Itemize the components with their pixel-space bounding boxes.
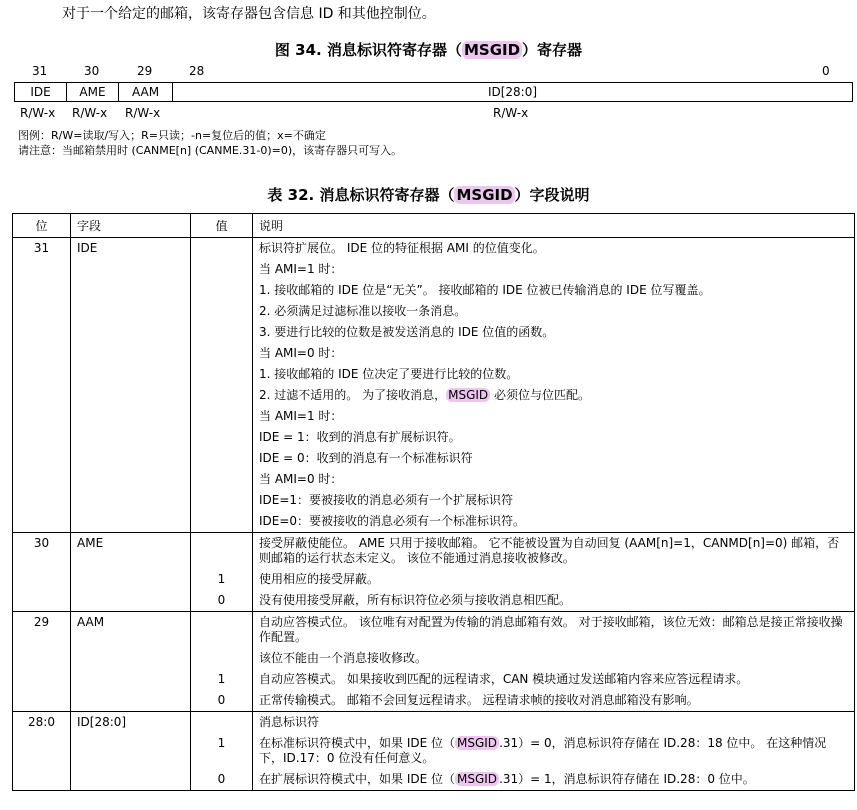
table-row [13,427,855,448]
register-field-ide: IDE [15,83,67,101]
desc-cell: IDE=1：要被接收的消息必须有一个扩展标识符 [253,490,855,511]
table-row [13,733,855,769]
desc-cell: 正常传输模式。 邮箱不会回复远程请求。 远程请求帧的接收对消息邮箱没有影响。 [253,690,855,712]
highlight-msgid: MSGID [463,41,521,59]
table-row [13,280,855,301]
table-row [13,406,855,427]
value-cell: 1 [191,569,253,590]
value-cell [191,238,253,260]
bit-cell [13,364,71,385]
intro-text: 对于一个给定的邮箱，该寄存器包含信息 ID 和其他控制位。 [62,6,436,22]
field-cell: AAM [71,612,191,649]
table-row [13,259,855,280]
bit-cell: 28:0 [13,712,71,734]
desc-cell: 2. 过滤不适用的。 为了接收消息， MSGID 必须位与位匹配。 [253,385,855,406]
field-cell [71,490,191,511]
desc-cell: 当 AMI=0 时： [253,469,855,490]
desc-cell: 1. 接收邮箱的 IDE 位决定了要进行比较的位数。 [253,364,855,385]
table-header-row [13,214,855,238]
access-type: R/W-x [72,106,108,120]
header-bit: 位 [13,214,71,238]
bit-cell [13,301,71,322]
desc-cell: IDE = 0：收到的消息有一个标准标识符 [253,448,855,469]
desc-cell: 标识符扩展位。 IDE 位的特征根据 AMI 的位值变化。 [253,238,855,260]
register-field-aam: AAM [119,83,173,101]
desc-cell: 1. 接收邮箱的 IDE 位是“无关”。 接收邮箱的 IDE 位被已传输消息的 IDE 位写覆盖。 [253,280,855,301]
table-row [13,238,855,260]
bit-cell: 30 [13,533,71,570]
bit-cell [13,648,71,669]
value-cell [191,448,253,469]
field-cell [71,669,191,690]
field-cell [71,301,191,322]
bit-cell [13,427,71,448]
highlight-msgid: MSGID [457,736,498,750]
access-type: R/W-x [20,106,56,120]
register-field-ame: AME [67,83,119,101]
field-cell [71,469,191,490]
field-cell [71,385,191,406]
value-cell: 1 [191,669,253,690]
field-cell [71,343,191,364]
bit-cell [13,322,71,343]
value-cell [191,712,253,734]
highlight-msgid: MSGID [457,772,498,786]
desc-cell: 在标准标识符模式中，如果 IDE 位（ MSGID .31）= 0，消息标识符存储在 ID.28：18 位中。 在这种情况下，ID.17：0 位没有任何意义。 [253,733,855,769]
register-diagram [14,82,853,102]
desc-cell: 自动应答模式。 如果接收到匹配的远程请求，CAN 模块通过发送邮箱内容来应答远程请求。 [253,669,855,690]
bit-cell [13,259,71,280]
desc-cell: 该位不能由一个消息接收修改。 [253,648,855,669]
value-cell: 1 [191,733,253,769]
bit-cell [13,769,71,791]
bit-cell [13,690,71,712]
table-row [13,343,855,364]
legend-text: 图例：R/W=读取/写入；R=只读；-n=复位后的值；x=不确定 [18,129,326,142]
field-cell [71,427,191,448]
desc-cell: IDE = 1：收到的消息有扩展标识符。 [253,427,855,448]
field-cell [71,322,191,343]
header-desc: 说明 [253,214,855,238]
value-cell: 0 [191,690,253,712]
table-row [13,385,855,406]
value-cell [191,364,253,385]
table-row [13,448,855,469]
value-cell [191,648,253,669]
bit-number: 29 [137,64,153,78]
table-row [13,322,855,343]
bit-cell [13,733,71,769]
bit-number: 28 [189,64,205,78]
access-type: R/W-x [125,106,161,120]
value-cell [191,427,253,448]
field-cell [71,733,191,769]
value-cell [191,385,253,406]
bit-cell [13,590,71,612]
field-cell [71,259,191,280]
table-row [13,511,855,533]
value-cell [191,612,253,649]
field-cell [71,690,191,712]
table-row [13,533,855,570]
table-row [13,712,855,734]
bit-number: 31 [32,64,48,78]
field-cell: IDE [71,238,191,260]
table-row [13,590,855,612]
desc-cell: 2. 必须满足过滤标准以接收一条消息。 [253,301,855,322]
highlight-msgid: MSGID [448,388,489,402]
table-row [13,301,855,322]
highlight-msgid: MSGID [456,186,513,204]
table-row [13,490,855,511]
table-row [13,364,855,385]
note-text: 请注意：当邮箱禁用时 (CANME[n] (CANME.31-0)=0)，该寄存器只可写入。 [18,144,403,157]
value-cell [191,511,253,533]
field-cell: AME [71,533,191,570]
bit-cell [13,490,71,511]
field-cell [71,364,191,385]
field-cell [71,590,191,612]
desc-cell: 当 AMI=0 时： [253,343,855,364]
table-row [13,612,855,649]
field-cell [71,406,191,427]
bit-cell [13,385,71,406]
bit-number: 0 [822,64,830,78]
value-cell [191,406,253,427]
bit-cell [13,448,71,469]
table-row [13,669,855,690]
desc-cell: 当 AMI=1 时： [253,406,855,427]
value-cell [191,533,253,570]
table-row [13,648,855,669]
desc-cell: 3. 要进行比较的位数是被发送消息的 IDE 位值的函数。 [253,322,855,343]
register-field-id: ID[28:0] [487,85,538,99]
bit-cell [13,280,71,301]
field-cell: ID[28:0] [71,712,191,734]
value-cell [191,490,253,511]
field-cell [71,280,191,301]
bit-cell: 31 [13,238,71,260]
access-type: R/W-x [493,106,529,120]
table-row [13,690,855,712]
header-value: 值 [191,214,253,238]
value-cell [191,343,253,364]
desc-cell: 使用相应的接受屏蔽。 [253,569,855,590]
field-cell [71,448,191,469]
table-title: 表 32. 消息标识符寄存器（ MSGID ）字段说明 [267,186,590,204]
value-cell: 0 [191,769,253,791]
field-cell [71,648,191,669]
desc-cell: IDE=0：要被接收的消息必须有一个标准标识符。 [253,511,855,533]
desc-cell: 没有使用接受屏蔽，所有标识符位必须与接收消息相匹配。 [253,590,855,612]
desc-cell: 在扩展标识符模式中，如果 IDE 位（ MSGID .31）= 1，消息标识符存储在 ID.28：0 位中。 [253,769,855,791]
header-field: 字段 [71,214,191,238]
desc-cell: 消息标识符 [253,712,855,734]
table-row [13,769,855,791]
field-cell [71,769,191,791]
desc-cell: 自动应答模式位。 该位唯有对配置为传输的消息邮箱有效。 对于接收邮箱，该位无效：邮箱总是接正常接收操作配置。 [253,612,855,649]
field-description-table [12,213,855,791]
bit-cell [13,669,71,690]
value-cell [191,280,253,301]
field-cell [71,511,191,533]
value-cell: 0 [191,590,253,612]
bit-cell [13,469,71,490]
desc-cell: 当 AMI=1 时： [253,259,855,280]
value-cell [191,259,253,280]
value-cell [191,469,253,490]
bit-cell [13,569,71,590]
bit-cell [13,511,71,533]
table-row [13,569,855,590]
bit-cell [13,343,71,364]
field-cell [71,569,191,590]
bit-cell [13,406,71,427]
bit-cell: 29 [13,612,71,649]
figure-title: 图 34. 消息标识符寄存器（ MSGID ）寄存器 [274,41,583,59]
value-cell [191,322,253,343]
table-row [13,469,855,490]
bit-number: 30 [84,64,100,78]
desc-cell: 接受屏蔽使能位。 AME 只用于接收邮箱。 它不能被设置为自动回复 (AAM[n]=1，CANMD[n]=0) 邮箱，否则邮箱的运行状态未定义。 该位不能通过消息接收被修改。 [253,533,855,570]
value-cell [191,301,253,322]
